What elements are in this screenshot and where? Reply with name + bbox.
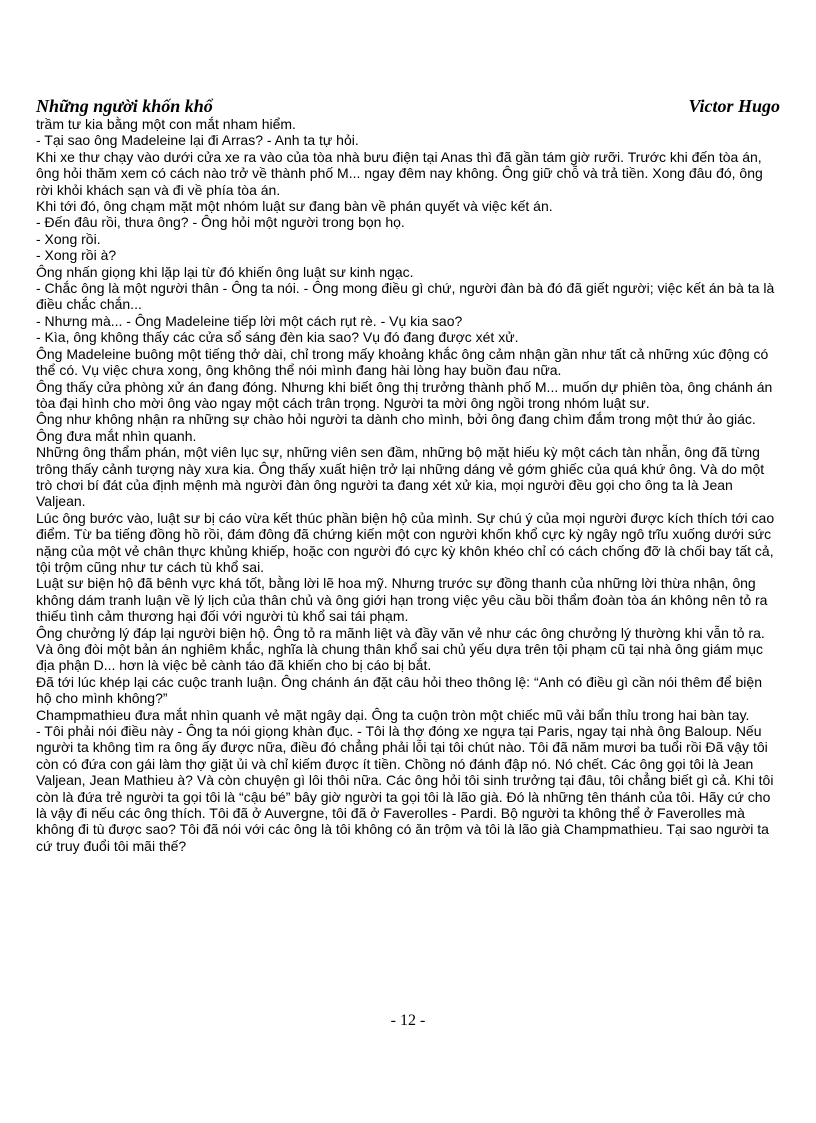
paragraph: - Kìa, ông không thấy các cửa sổ sáng đèn kia sao? Vụ đó đang được xét xử. <box>36 329 519 346</box>
paragraph: Ông Madeleine buông một tiếng thở dài, chỉ trong mấy khoảng khắc ông cảm nhận gần như tất cả những xúc động có thể có. Vụ việc chưa xong, ông không thể nói mình đang hài lòng hay buồn đau nữa. <box>36 345 769 379</box>
paragraph: Khi tới đó, ông chạm mặt một nhóm luật sư đang bàn về phán quyết và việc kết án. <box>36 198 553 215</box>
paragraph: - Nhưng mà... - Ông Madeleine tiếp lời một cách rụt rè. - Vụ kia sao? <box>36 312 463 329</box>
book-title: Những người khốn khổ <box>36 96 213 116</box>
body-text <box>36 116 780 854</box>
paragraph: - Xong rồi à? <box>36 247 117 264</box>
paragraph: Ông chưởng lý đáp lại người biện hộ. Ông tỏ ra mãnh liệt và đầy văn vẻ như các ông chưởng lý thường khi vẫn tỏ ra. Và ông đòi một bản án nghiêm khắc, nghĩa là chung thân khổ sai chủ yếu dựa trên tội phạm cũ tại nhà ông giám mục địa phận D... hơn là việc bẻ cành táo đã khiến cho bị cáo bị bắt. <box>36 624 765 674</box>
paragraph: - Tại sao ông Madeleine lại đi Arras? - Anh ta tự hỏi. <box>36 132 359 149</box>
paragraph: Ông nhấn giọng khi lặp lại từ đó khiến ông luật sư kinh ngạc. <box>36 263 414 280</box>
paragraph: - Xong rồi. <box>36 230 101 247</box>
paragraph: - Đến đâu rồi, thưa ông? - Ông hỏi một người trong bọn họ. <box>36 214 405 231</box>
paragraph: Những ông thẩm phán, một viên lục sự, những viên sen đầm, những bộ mặt hiếu kỳ một cách tàn nhẫn, ông đã từng trông thấy cảnh tượng này xưa kia. Ông thấy xuất hiện trở lại những dáng vẻ gớm ghiếc của quá khứ ông. Và do một trò chơi bí đát của định mệnh mà người đàn ông người ta đang xét xử kia, mọi người đều gọi cho ông ta là Jean Valjean. <box>36 444 765 510</box>
paragraph: Champmathieu đưa mắt nhìn quanh vẻ mặt ngây dại. Ông ta cuộn tròn một chiếc mũ vải bẩn thỉu trong hai bàn tay. <box>36 706 750 723</box>
paragraph: Ông thấy cửa phòng xử án đang đóng. Nhưng khi biết ông thị trưởng thành phố M... muốn dự phiên tòa, ông chánh án tòa đại hình cho mời ông vào ngay một cách trân trọng. Người ta mời ông ngồi trong nhóm luật sư. <box>36 378 773 411</box>
paragraph: Luật sư biện hộ đã bênh vực khá tốt, bằng lời lẽ hoa mỹ. Nhưng trước sự đồng thanh của những lời thừa nhận, ông không dám tranh luận về lý lịch của thân chủ và ông giới hạn trong việc yêu cầu bồi thẩm đoàn tòa án không nên tỏ ra thiếu tình cảm thương hại đối với người tù khổ sai tái phạm. <box>36 575 768 625</box>
paragraph: Đã tới lúc khép lại các cuộc tranh luận. Ông chánh án đặt câu hỏi theo thông lệ: “Anh có điều gì cần nói thêm để biện hộ cho mình không?” <box>36 673 762 707</box>
document-page <box>36 96 780 854</box>
paragraph: Khi xe thư chạy vào dưới cửa xe ra vào của tòa nhà bưu điện tại Anas thì đã gần tám giờ rưỡi. Trước khi đến tòa án, ông hỏi thăm xem có cách nào trở về thành phố M... ngay đêm nay không. Ông giữ chỗ và trả tiền. Xong đâu đó, ông rời khỏi khách sạn và đi về phía tòa án. <box>36 148 763 198</box>
author-name: Victor Hugo <box>688 96 780 116</box>
paragraph: - Tôi phải nói điều này - Ông ta nói giọng khàn đục. - Tôi là thợ đóng xe ngựa tại Paris, ngay tại nhà ông Baloup. Nếu người ta không tìm ra ông ấy được nữa, điều đó chẳng phải lỗi tại tôi chút nào. Tôi đã năm mươi ba tuổi rồi Đã vậy tôi còn có đứa con gái làm thợ giặt ủi và chỉ kiếm được ít tiền. Chồng nó đánh đập nó. Nó chết. Các ông gọi tôi là Jean Valjean, Jean Mathieu à? Và còn chuyện gì lôi thôi nữa. Các ông hỏi tôi sinh trưởng tại đâu, tôi chẳng biết gì cả. Khi tôi còn là đứa trẻ người ta gọi tôi là “cậu bé” bây giờ người ta gọi tôi là lão già. Đó là những tên thánh của tôi. Hãy cứ cho là vậy đi nếu các ông thích. Tôi đã ở Auvergne, tôi đã ở Faverolles - Pardi. Bộ người ta không thể ở Faverolles mà không đi tù được sao? Tôi đã nói với các ông là tôi không có ăn trộm và tôi là lão già Champmathieu. Tại sao người ta cứ truy đuổi tôi mãi thế? <box>36 723 774 854</box>
page-number: - 12 - <box>390 1012 426 1029</box>
paragraph: Lúc ông bước vào, luật sư bị cáo vừa kết thúc phần biện hộ của mình. Sự chú ý của mọi người được kích thích tới cao điểm. Từ ba tiếng đồng hồ rồi, đám đông đã chứng kiến một con người khốn khổ cực kỳ ngây ngô trĩu xuống dưới sức nặng của một vẻ chân thực khủng khiếp, hoặc con người đó cực kỳ khôn khéo chỉ có cách chống đỡ là chối bay tất cả, tội trộm cũng như tư cách tù khổ sai. <box>36 509 775 575</box>
running-header <box>36 96 780 116</box>
paragraph: trầm tư kia bằng một con mắt nham hiểm. <box>36 116 296 132</box>
paragraph: - Chắc ông là một người thân - Ông ta nói. - Ông mong điều gì chứ, người đàn bà đó đã giết người; việc kết án bà ta là điều chắc chắn... <box>36 280 775 313</box>
paragraph: Ông như không nhận ra những sự chào hỏi người ta dành cho mình, bởi ông đang chìm đắm trong một thứ ảo giác. Ông đưa mắt nhìn quanh. <box>36 411 756 444</box>
